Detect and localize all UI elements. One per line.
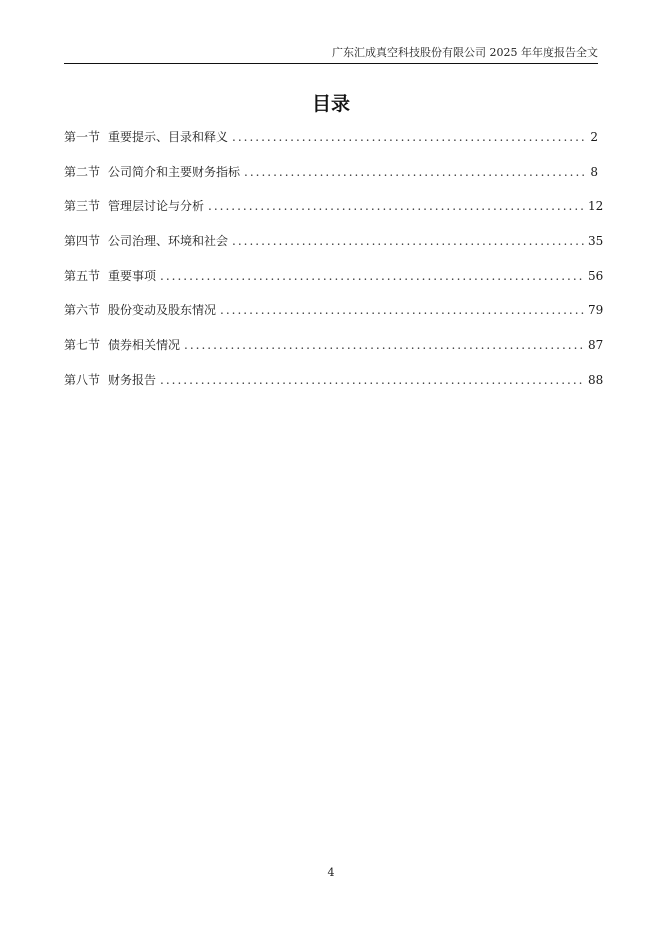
toc-section-title: 公司简介和主要财务指标	[108, 164, 241, 179]
toc-leader-dots	[220, 301, 584, 319]
toc-entry[interactable]	[64, 163, 598, 198]
toc-leader-dots	[244, 163, 584, 181]
toc-page-number: 56	[588, 268, 604, 283]
toc-section-title: 财务报告	[108, 372, 157, 387]
toc-entry[interactable]	[64, 232, 604, 267]
toc-section-number: 第八节	[64, 372, 101, 387]
toc-entry[interactable]	[64, 197, 604, 232]
toc-leader-dots	[184, 336, 584, 354]
toc-leader-dots	[208, 197, 584, 215]
toc-section-title: 债券相关情况	[108, 338, 181, 353]
toc-section-number: 第五节	[64, 268, 101, 283]
toc-page-number: 88	[588, 372, 604, 387]
toc-page-number: 8	[590, 164, 598, 179]
toc-section-number: 第七节	[64, 338, 101, 353]
page-number: 4	[327, 866, 335, 879]
toc-section-title: 股份变动及股东情况	[108, 303, 217, 318]
toc-leader-dots	[232, 128, 584, 146]
toc-entry[interactable]	[64, 267, 604, 302]
toc-page-number: 87	[588, 338, 604, 353]
toc-page-number: 12	[588, 199, 604, 214]
toc-section-title: 管理层讨论与分析	[108, 199, 205, 214]
page-title: 目录	[311, 93, 350, 115]
toc-section-number: 第三节	[64, 199, 101, 214]
toc-section-title: 重要事项	[108, 268, 157, 283]
toc-page-number: 79	[588, 303, 604, 318]
toc-leader-dots	[160, 267, 584, 285]
toc-entry[interactable]	[64, 128, 598, 163]
toc-section-number: 第四节	[64, 234, 101, 249]
toc-section-number: 第一节	[64, 130, 101, 144]
toc-entry[interactable]	[64, 301, 604, 336]
toc-leader-dots	[160, 371, 584, 389]
toc-page-number: 35	[588, 234, 604, 249]
toc-section-number: 第六节	[64, 303, 101, 318]
toc-entry[interactable]	[64, 371, 604, 406]
running-header: 广东汇成真空科技股份有限公司 2025 年年度报告全文	[332, 46, 598, 59]
toc-section-number: 第二节	[64, 164, 101, 179]
table-of-contents	[64, 128, 604, 406]
toc-section-title: 公司治理、环境和社会	[108, 234, 229, 249]
toc-page-number: 2	[590, 130, 598, 144]
toc-entry[interactable]	[64, 336, 604, 371]
header-divider	[64, 63, 598, 64]
toc-section-title: 重要提示、目录和释义	[108, 130, 229, 144]
toc-leader-dots	[232, 232, 584, 250]
